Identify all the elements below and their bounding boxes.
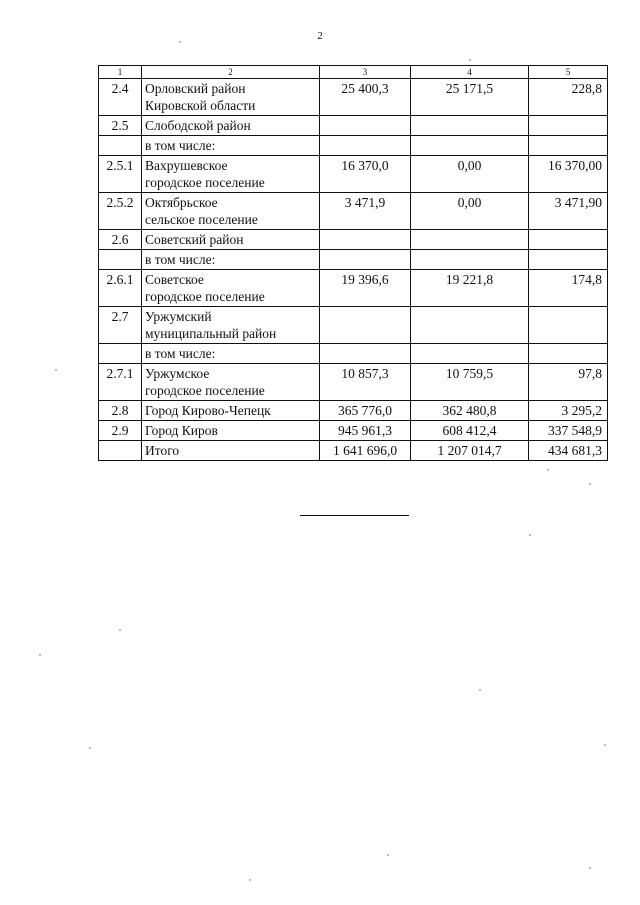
value-cell-col5: 228,8 xyxy=(529,79,608,116)
table-row xyxy=(99,344,608,364)
value-cell-col3: 16 370,0 xyxy=(320,156,411,193)
row-number-cell: 2.7 xyxy=(99,307,142,344)
page-number: 2 xyxy=(317,30,323,42)
value-cell-col4: 0,00 xyxy=(411,193,529,230)
value-cell-col4: 362 480,8 xyxy=(411,401,529,421)
row-name-line: Город Киров xyxy=(145,423,218,438)
row-name-cell xyxy=(142,250,320,270)
table-row xyxy=(99,364,608,401)
table-row xyxy=(99,136,608,156)
row-number-cell: 2.5.2 xyxy=(99,193,142,230)
table-row xyxy=(99,193,608,230)
row-number-cell: 2.5 xyxy=(99,116,142,136)
allocation-table xyxy=(98,65,608,461)
row-name-cell xyxy=(142,270,320,307)
value-cell-col3 xyxy=(320,116,411,136)
value-cell-col3: 19 396,6 xyxy=(320,270,411,307)
row-number-cell xyxy=(99,344,142,364)
value-cell-col3: 3 471,9 xyxy=(320,193,411,230)
row-name-line: Город Кирово-Чепецк xyxy=(145,403,271,418)
table-body xyxy=(99,79,608,461)
row-name-cell xyxy=(142,307,320,344)
column-header-1: 1 xyxy=(99,66,142,79)
value-cell-col5 xyxy=(529,307,608,344)
row-name-cell xyxy=(142,401,320,421)
row-number-cell: 2.8 xyxy=(99,401,142,421)
row-number-cell: 2.5.1 xyxy=(99,156,142,193)
table-row xyxy=(99,116,608,136)
value-cell-col4 xyxy=(411,116,529,136)
value-cell-col3: 945 961,3 xyxy=(320,421,411,441)
row-number-cell: 2.9 xyxy=(99,421,142,441)
value-cell-col5: 16 370,00 xyxy=(529,156,608,193)
row-name-line: Уржумское xyxy=(145,366,210,381)
row-name-line: муниципальный район xyxy=(145,326,277,341)
table-row xyxy=(99,79,608,116)
row-name-cell xyxy=(142,156,320,193)
row-number-cell xyxy=(99,136,142,156)
value-cell-col4 xyxy=(411,136,529,156)
row-name-cell xyxy=(142,364,320,401)
value-cell-col5 xyxy=(529,230,608,250)
row-name-line: городское поселение xyxy=(145,383,265,398)
table-row xyxy=(99,441,608,461)
row-name-line: Советское xyxy=(145,272,204,287)
separator-line xyxy=(300,515,409,516)
column-header-2: 2 xyxy=(142,66,320,79)
row-name-line: Слободской район xyxy=(145,118,251,133)
table-row xyxy=(99,250,608,270)
value-cell-col5 xyxy=(529,136,608,156)
table-row xyxy=(99,270,608,307)
row-name-line: Октябрьское xyxy=(145,195,218,210)
value-cell-col4: 608 412,4 xyxy=(411,421,529,441)
row-name-line: сельское поселение xyxy=(145,212,258,227)
row-name-line: в том числе: xyxy=(145,138,216,153)
row-name-line: Советский район xyxy=(145,232,244,247)
table-row xyxy=(99,307,608,344)
row-name-line: в том числе: xyxy=(145,346,216,361)
column-header-5: 5 xyxy=(529,66,608,79)
value-cell-col5: 337 548,9 xyxy=(529,421,608,441)
value-cell-col3 xyxy=(320,344,411,364)
value-cell-col5: 174,8 xyxy=(529,270,608,307)
value-cell-col4 xyxy=(411,250,529,270)
value-cell-col4 xyxy=(411,344,529,364)
value-cell-col3 xyxy=(320,250,411,270)
row-number-cell: 2.6.1 xyxy=(99,270,142,307)
row-name-line: в том числе: xyxy=(145,252,216,267)
table-header-row xyxy=(99,66,608,79)
value-cell-col5 xyxy=(529,344,608,364)
row-number-cell: 2.6 xyxy=(99,230,142,250)
value-cell-col3: 10 857,3 xyxy=(320,364,411,401)
table-row xyxy=(99,156,608,193)
row-name-cell xyxy=(142,193,320,230)
row-name-line: городское поселение xyxy=(145,175,265,190)
value-cell-col3 xyxy=(320,230,411,250)
row-name-cell xyxy=(142,441,320,461)
column-header-4: 4 xyxy=(411,66,529,79)
value-cell-col3: 365 776,0 xyxy=(320,401,411,421)
value-cell-col4 xyxy=(411,307,529,344)
value-cell-col5 xyxy=(529,116,608,136)
value-cell-col5: 434 681,3 xyxy=(529,441,608,461)
table-row xyxy=(99,421,608,441)
value-cell-col3 xyxy=(320,136,411,156)
value-cell-col4: 10 759,5 xyxy=(411,364,529,401)
value-cell-col5: 97,8 xyxy=(529,364,608,401)
row-name-line: Кировской области xyxy=(145,98,256,113)
row-name-cell xyxy=(142,79,320,116)
row-number-cell xyxy=(99,250,142,270)
column-header-3: 3 xyxy=(320,66,411,79)
row-number-cell: 2.4 xyxy=(99,79,142,116)
value-cell-col5 xyxy=(529,250,608,270)
table-header xyxy=(99,66,608,79)
value-cell-col3: 1 641 696,0 xyxy=(320,441,411,461)
value-cell-col4: 25 171,5 xyxy=(411,79,529,116)
row-number-cell: 2.7.1 xyxy=(99,364,142,401)
row-name-line: Итого xyxy=(145,443,180,458)
row-name-line: Вахрушевское xyxy=(145,158,228,173)
value-cell-col4 xyxy=(411,230,529,250)
row-name-cell xyxy=(142,344,320,364)
value-cell-col4: 0,00 xyxy=(411,156,529,193)
value-cell-col3 xyxy=(320,307,411,344)
row-name-line: городское поселение xyxy=(145,289,265,304)
table-row xyxy=(99,230,608,250)
value-cell-col5: 3 295,2 xyxy=(529,401,608,421)
value-cell-col4: 1 207 014,7 xyxy=(411,441,529,461)
row-name-cell xyxy=(142,116,320,136)
row-name-cell xyxy=(142,230,320,250)
row-number-cell xyxy=(99,441,142,461)
row-name-line: Уржумский xyxy=(145,309,212,324)
table-row xyxy=(99,401,608,421)
row-name-cell xyxy=(142,421,320,441)
value-cell-col5: 3 471,90 xyxy=(529,193,608,230)
value-cell-col4: 19 221,8 xyxy=(411,270,529,307)
row-name-line: Орловский район xyxy=(145,81,246,96)
row-name-cell xyxy=(142,136,320,156)
value-cell-col3: 25 400,3 xyxy=(320,79,411,116)
